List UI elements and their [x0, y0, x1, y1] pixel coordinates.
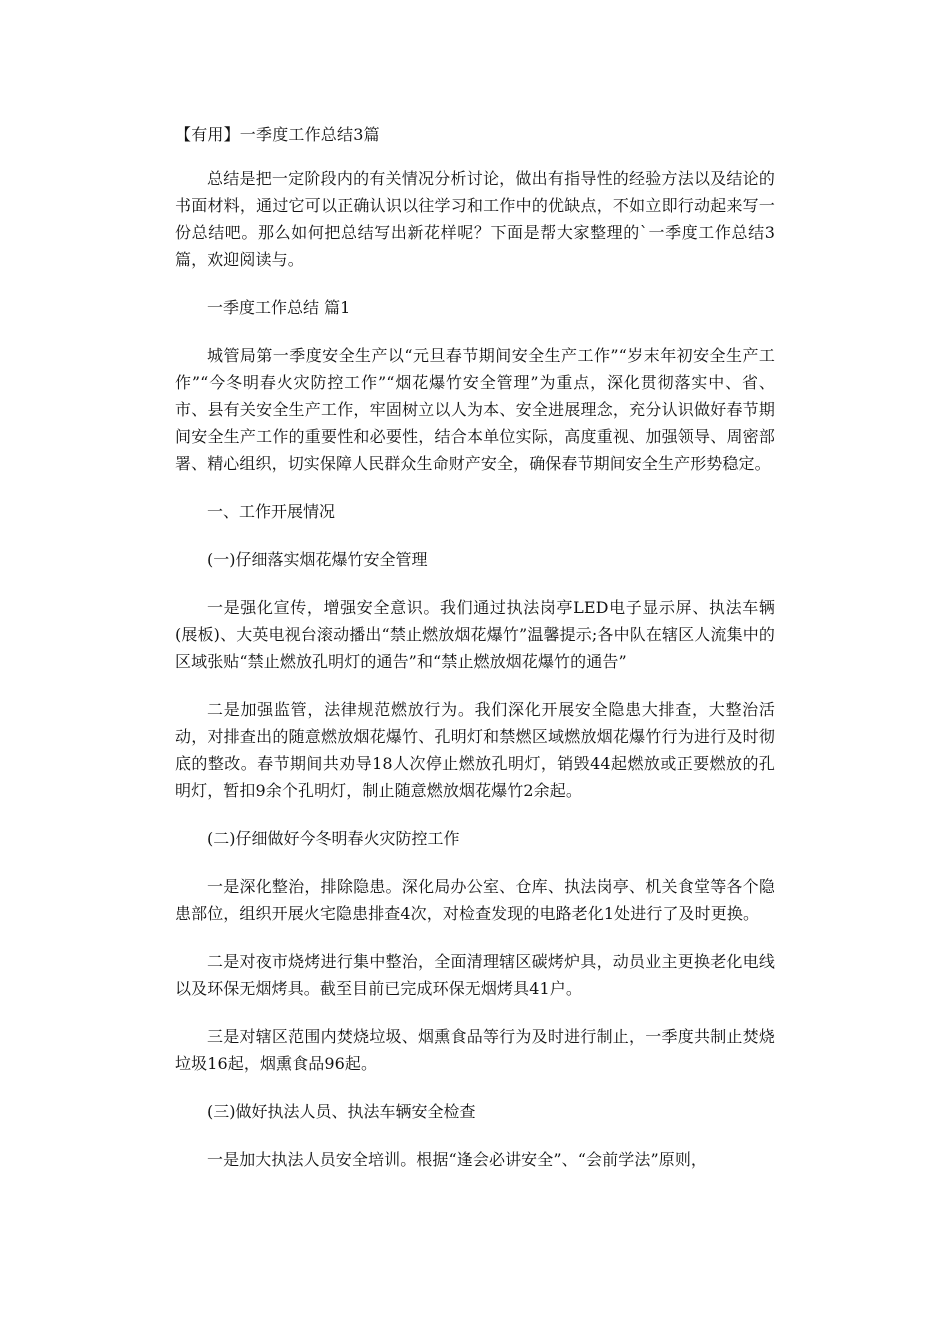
subheading-safety-check: (三)做好执法人员、执法车辆安全检查	[207, 1102, 476, 1121]
paragraph-2: 一是强化宣传，增强安全意识。我们通过执法岗亭LED电子显示屏、执法车辆(展板)、大英电视台滚动播出“禁止燃放烟花爆竹”温馨提示;各中队在辖区人流集中的区域张贴“禁止燃放孔明灯的通告”和“禁止燃放烟花爆竹的通告”	[175, 598, 775, 671]
section-title: 一季度工作总结 篇1	[207, 298, 351, 317]
paragraph-5: 二是对夜市烧烤进行集中整治，全面清理辖区碳烤炉具，动员业主更换老化电线以及环保无烟烤具。截至目前已完成环保无烟烤具41户。	[175, 952, 775, 998]
document-title: 【有用】一季度工作总结3篇	[175, 125, 380, 144]
paragraph-7: 一是加大执法人员安全培训。根据“逢会必讲安全”、“会前学法”原则，	[207, 1150, 708, 1169]
paragraph-4: 一是深化整治，排除隐患。深化局办公室、仓库、执法岗亭、机关食堂等各个隐患部位，组织开展火宅隐患排查4次，对检查发现的电路老化1处进行了及时更换。	[175, 877, 775, 923]
paragraph-6: 三是对辖区范围内焚烧垃圾、烟熏食品等行为及时进行制止，一季度共制止焚烧垃圾16起，烟熏食品96起。	[175, 1027, 775, 1073]
document-body	[175, 121, 775, 1194]
subheading-fire-prevention: (二)仔细做好今冬明春火灾防控工作	[207, 829, 460, 848]
paragraph-3: 二是加强监管，法律规范燃放行为。我们深化开展安全隐患大排查，大整治活动，对排查出的随意燃放烟花爆竹、孔明灯和禁燃区域燃放烟花爆竹行为进行及时彻底的整改。春节期间共劝导18人次停止燃放孔明灯，销毁44起燃放或正要燃放的孔明灯，暂扣9余个孔明灯，制止随意燃放烟花爆竹2余起。	[175, 700, 775, 800]
heading-work-status: 一、工作开展情况	[207, 502, 336, 521]
paragraph-1: 城管局第一季度安全生产以“元旦春节期间安全生产工作”“岁末年初安全生产工作”“今冬明春火灾防控工作”“烟花爆竹安全管理”为重点，深化贯彻落实中、省、市、县有关安全生产工作，牢固树立以人为本、安全进展理念，充分认识做好春节期间安全生产工作的重要性和必要性，结合本单位实际，高度重视、加强领导、周密部署、精心组织，切实保障人民群众生命财产安全，确保春节期间安全生产形势稳定。	[175, 346, 775, 473]
subheading-fireworks: (一)仔细落实烟花爆竹安全管理	[207, 550, 428, 569]
intro-paragraph: 总结是把一定阶段内的有关情况分析讨论，做出有指导性的经验方法以及结论的书面材料，通过它可以正确认识以往学习和工作中的优缺点，不如立即行动起来写一份总结吧。那么如何把总结写出新花样呢？下面是帮大家整理的`一季度工作总结3篇，欢迎阅读与。	[175, 169, 775, 269]
